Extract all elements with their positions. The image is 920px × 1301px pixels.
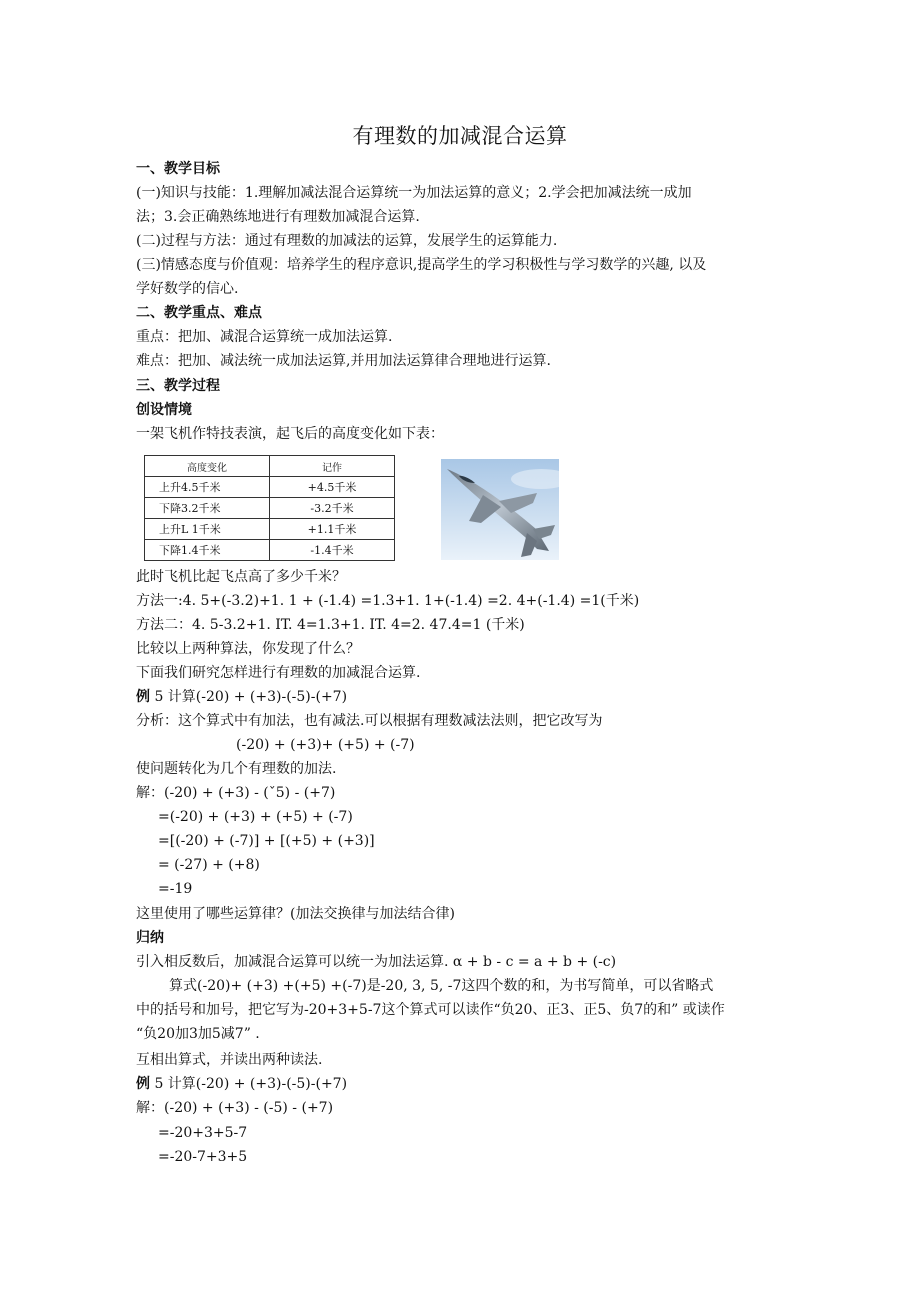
expression-paragraph-line2: 中的括号和加号，把它写为-20+3+5-7这个算式可以读作“负20、正3、正5、负7的和” 或读作 [136,1002,725,1018]
solution-2-line: =-20-7+3+5 [158,1149,248,1165]
laws-question: 这里使用了哪些运算律？(加法交换律与加法结合律) [136,906,455,922]
example-2-text: 5 计算(-20) + (+3)-(-5)-(+7) [150,1076,348,1092]
table-cell: +1.1千米 [270,519,395,540]
summary-heading: 归纳 [136,930,164,946]
jet-airplane-photo [441,459,559,560]
analysis-text: 分析：这个算式中有加法，也有减法.可以根据有理数减法法则，把它改写为 [136,713,603,729]
table-cell: 下降1.4千米 [145,540,270,561]
example-1-text: 5 计算(-20) + (+3)-(-5)-(+7) [150,689,348,705]
example-1 [136,686,347,708]
goal-attitude-line2: 学好数学的信心. [136,281,239,297]
difficulty-point: 难点：把加、减法统一成加法运算,并用加法运算律合理地进行运算. [136,353,551,369]
solution-1-line: = (-27) + (+8) [158,857,260,873]
goal-attitude-line1: (三)情感态度与价值观：培养学生的程序意识,提高学生的学习积极性与学习数学的兴趣, 以及 [136,257,707,273]
goal-knowledge-line1: (一)知识与技能：1.理解加减法混合运算统一为加法运算的意义；2.学会把加减法统一成加 [136,185,692,201]
table-cell: 下降3.2千米 [145,498,270,519]
table-cell: -3.2千米 [270,498,395,519]
goal-knowledge-line2: 法；3.会正确熟练地进行有理数加减混合运算. [136,209,420,225]
goal-process: (二)过程与方法：通过有理数的加减法的运算，发展学生的运算能力. [136,233,558,249]
section-heading-process: 三、教学过程 [136,378,220,394]
convert-text: 使问题转化为几个有理数的加法. [136,761,337,777]
scene-heading: 创设情境 [136,402,192,418]
table-row [145,519,395,540]
expression-paragraph-line3: “负20加3加5减7” . [136,1026,260,1042]
table-header-row [145,456,395,477]
compare-text: 比较以上两种算法，你发现了什么？ [136,641,360,657]
altitude-table [144,455,395,561]
table-header-cell: 记作 [270,456,395,477]
table-header-cell: 高度变化 [145,456,270,477]
table-cell: +4.5千米 [270,477,395,498]
table-row [145,477,395,498]
key-point: 重点：把加、减混合运算统一成加法运算. [136,329,393,345]
example-label: 例 [136,1076,150,1092]
example-2 [136,1073,347,1095]
rewritten-expression: (-20) + (+3)+ (+5) + (-7) [236,737,415,753]
table-cell: 上升L 1千米 [145,519,270,540]
table-cell: -1.4千米 [270,540,395,561]
section-heading-goals: 一、教学目标 [136,161,220,177]
mutual-practice: 互相出算式，并读出两种读法. [136,1052,323,1068]
solution-1-line: =-19 [158,881,193,897]
page-title: 有理数的加减混合运算 [352,124,568,148]
method-two: 方法二：4. 5-3.2+1. IT. 4=1.3+1. IT. 4=2. 47.4=1 (千米) [136,617,525,633]
table-cell: 上升4.5千米 [145,477,270,498]
example-label: 例 [136,689,150,705]
expression-paragraph-line1: 算式(-20)+ (+3) +(+5) +(-7)是-20, 3, 5, -7这四个数的和，为书写简单，可以省略式 [169,978,714,994]
scene-text: 一架飞机作特技表演，起飞后的高度变化如下表： [136,426,444,442]
solution-1-line: =(-20) + (+3) + (+5) + (-7) [158,809,353,825]
next-study-text: 下面我们研究怎样进行有理数的加减混合运算. [136,665,421,681]
question-text: 此时飞机比起飞点高了多少千米？ [136,569,346,585]
section-heading-keypoints: 二、教学重点、难点 [136,305,262,321]
solution-1-line: =[(-20) + (-7)] + [(+5) + (+3)] [158,833,375,849]
method-one: 方法一:4. 5+(-3.2)+1. 1 + (-1.4) =1.3+1. 1+(-1.4) =2. 4+(-1.4) =1(千米) [136,593,640,609]
solution-2-line: =-20+3+5-7 [158,1125,248,1141]
solution-2-line: 解：(-20) + (+3) - (-5) - (+7) [136,1100,334,1116]
summary-text: 引入相反数后，加减混合运算可以统一为加法运算. α + b - c = a + b + (-c) [136,954,617,970]
table-row [145,498,395,519]
solution-1-line: 解：(-20) + (+3) - (ˇ5) - (+7) [136,785,336,801]
table-row [145,540,395,561]
